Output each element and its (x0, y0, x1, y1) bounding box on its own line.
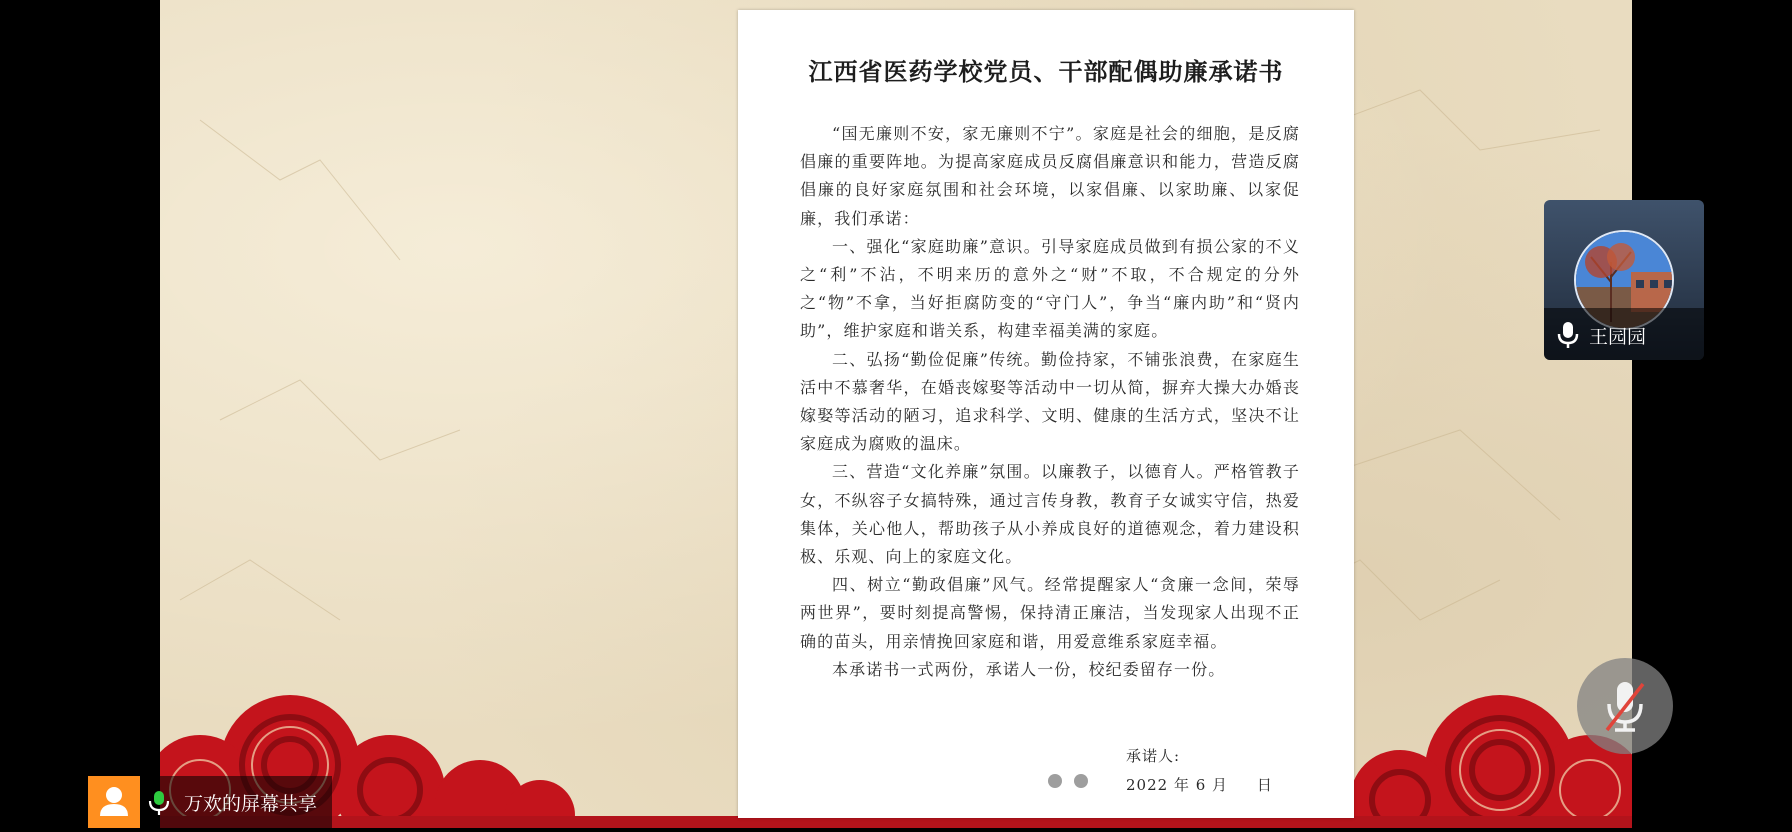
user-icon (88, 776, 140, 828)
microphone-icon (1556, 320, 1580, 350)
pledge-document (738, 10, 1354, 818)
pager-dot[interactable] (1048, 774, 1062, 788)
document-paragraph: “国无廉则不安，家无廉则不宁”。家庭是社会的细胞，是反腐倡廉的重要阵地。为提高家庭成员反腐倡廉意识和能力，营造反腐倡廉的良好家庭氛围和社会环境，以家倡廉、以家助廉、以家促廉，我们承诺： (800, 124, 1300, 228)
speaker-name-bar (1544, 308, 1704, 360)
document-paragraph: 三、营造“文化养廉”氛围。以廉教子，以德育人。严格管教子女，不纵容子女搞特殊，通过言传身教，教育子女诚实守信，热爱集体，关心他人，帮助孩子从小养成良好的道德观念，着力建设积极、乐观、向上的家庭文化。 (800, 462, 1300, 567)
screen-share-status-bar[interactable] (88, 776, 332, 828)
screen-share-label: 万欢的屏幕共享 (184, 793, 318, 815)
speaker-name: 王园园 (1589, 326, 1647, 348)
pager-dot[interactable] (1074, 774, 1088, 788)
document-title: 江西省医药学校党员、干部配偶助廉承诺书 (808, 57, 1284, 86)
microphone-icon (148, 789, 170, 817)
sign-date: 2022 年 6 月 日 (1126, 776, 1273, 794)
document-paragraph: 四、树立“勤政倡廉”风气。经常提醒家人“贪廉一念间，荣辱两世界”，要时刻提高警惕，保持清正廉洁，当发现家人出现不正确的苗头，用亲情挽回家庭和谐，用爱意维系家庭幸福。 (800, 575, 1300, 651)
screen-share-stage (160, 0, 1632, 828)
mute-toggle-button[interactable] (1577, 658, 1673, 754)
document-paragraph: 二、弘扬“勤俭促廉”传统。勤俭持家，不铺张浪费，在家庭生活中不慕奢华，在婚丧嫁娶等活动中一切从简，摒弃大操大办婚丧嫁娶等活动的陋习，追求科学、文明、健康的生活方式，坚决不让家庭成为腐败的温床。 (800, 349, 1300, 454)
document-paragraph: 一、强化“家庭助廉”意识。引导家庭成员做到有损公家的不义之“利”不沾，不明来历的意外之“财”不取，不合规定的分外之“物”不拿，当好拒腐防变的“守门人”，争当“廉内助”和“贤内助”，维护家庭和谐关系，构建幸福美满的家庭。 (800, 236, 1300, 341)
microphone-muted-icon (1577, 658, 1673, 754)
signer-label: 承诺人: (1126, 747, 1181, 765)
document-body (800, 120, 1300, 684)
speaker-video-tile[interactable] (1544, 200, 1704, 360)
document-paragraph: 本承诺书一式两份，承诺人一份，校纪委留存一份。 (832, 659, 1226, 679)
